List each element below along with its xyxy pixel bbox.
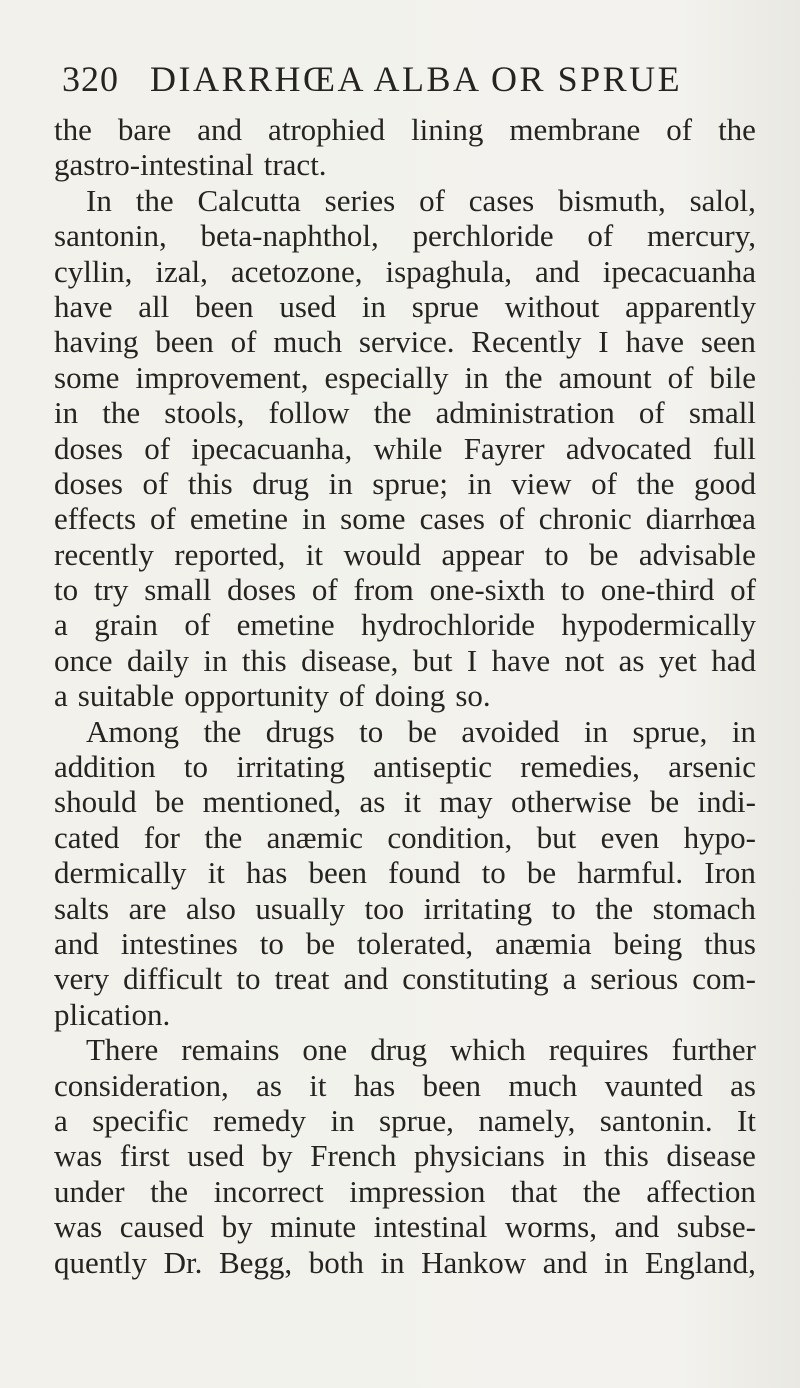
text-word: it [403, 784, 421, 820]
text-line [54, 643, 756, 678]
text-word: the [203, 713, 242, 749]
text-word: requires [548, 1032, 649, 1068]
text-line [54, 360, 756, 395]
text-word: to [551, 890, 576, 926]
text-word: be [526, 855, 557, 891]
text-word: of [150, 501, 176, 537]
page-number: 320 [62, 59, 119, 99]
text-word: membrane [509, 112, 641, 147]
text-word: incorrect [213, 1173, 324, 1209]
text-word: serious [590, 961, 679, 997]
text-word: to [359, 713, 384, 749]
text-line [54, 218, 756, 253]
text-word: in [562, 1138, 587, 1174]
text-word: and [54, 925, 99, 961]
text-word: quently [54, 1244, 147, 1280]
text-word: of [142, 465, 169, 501]
text-word: effects [54, 501, 137, 537]
text-word: first [119, 1138, 170, 1174]
text-word: condition, [387, 819, 513, 855]
running-header [62, 58, 702, 102]
text-word: antiseptic [373, 749, 492, 785]
text-line [54, 254, 756, 289]
text-word: grain [94, 607, 158, 643]
text-word: irritating [423, 890, 533, 926]
text-word: impression [349, 1173, 486, 1209]
text-word: perchloride [412, 218, 554, 254]
text-line [54, 1174, 756, 1209]
text-word: advisable [638, 536, 756, 572]
text-word: been [422, 1067, 482, 1103]
text-word: It [737, 1102, 756, 1138]
text-word: to [481, 855, 506, 891]
text-word: and [535, 253, 580, 289]
text-word: be [649, 784, 680, 820]
text-word: affection [646, 1173, 756, 1209]
text-word: in [380, 1244, 405, 1280]
text-word: the [636, 465, 675, 501]
text-word: have [54, 288, 113, 324]
text-word: remedy [213, 1102, 306, 1138]
text-word: constituting [402, 961, 549, 997]
text-word: service. [358, 324, 455, 360]
text-word: anæmic [266, 819, 364, 855]
text-word: izal, [155, 253, 208, 289]
text-word: of [230, 324, 257, 360]
text-word: be [305, 925, 336, 961]
body-text [54, 112, 756, 1280]
text-word: it [309, 1067, 327, 1103]
text-word: advocated [565, 430, 692, 466]
text-line [54, 289, 756, 324]
text-word: stomach [652, 890, 756, 926]
text-line [54, 501, 756, 536]
text-word: this [604, 1138, 649, 1174]
text-word: of [587, 218, 614, 254]
text-word: There [86, 1032, 159, 1068]
text-word: from [353, 572, 414, 608]
text-word: one-sixth [429, 572, 545, 608]
text-word: hypodermically [561, 607, 756, 643]
text-word: being [613, 925, 683, 961]
text-word: bismuth, [558, 182, 666, 218]
text-word: used [279, 288, 337, 324]
text-word: was [54, 1209, 103, 1245]
text-word: beta-naphthol, [200, 218, 379, 254]
text-word: as [359, 784, 386, 820]
text-word: ispaghula, [385, 253, 513, 289]
text-line [54, 572, 756, 607]
text-word: small [688, 395, 756, 431]
text-word: found [388, 855, 461, 891]
text-word: without [504, 288, 600, 324]
text-word: to [183, 749, 209, 785]
text-word: doses [54, 465, 123, 501]
text-word: intestinal [373, 1209, 488, 1245]
text-word: of [498, 501, 525, 537]
text-word: good [693, 465, 756, 501]
text-word: hypo- [683, 819, 756, 855]
text-word: by [221, 1209, 253, 1245]
text-word: emetine [236, 607, 335, 643]
text-word: had [711, 642, 756, 678]
text-word: bile [709, 359, 756, 395]
text-word: diarrhœa [645, 501, 756, 537]
text-word: a [54, 678, 68, 714]
text-word: have [625, 324, 684, 360]
text-word: dermically [54, 855, 187, 891]
text-word: used [187, 1138, 245, 1174]
text-word: doing [374, 678, 446, 714]
text-word: some [54, 359, 120, 395]
text-word: emetine [189, 501, 288, 537]
text-word: salol, [689, 182, 756, 218]
text-word: in [328, 465, 353, 501]
text-word: this [241, 642, 287, 678]
text-word: of [730, 572, 756, 608]
text-word: in [464, 359, 489, 395]
text-word: much [508, 1067, 578, 1103]
text-word: in [330, 1102, 355, 1138]
text-word: ipecacuanha [602, 253, 756, 289]
text-word: view [511, 465, 572, 501]
text-word: sprue; [372, 465, 449, 501]
text-word: been [195, 288, 254, 324]
text-word: and [197, 112, 242, 147]
text-word: ipecacuanha, [191, 430, 353, 466]
text-word: that [510, 1173, 558, 1209]
text-word: England, [644, 1244, 756, 1280]
text-word: has [353, 1067, 396, 1103]
text-line [54, 147, 756, 182]
text-word: all [138, 288, 170, 324]
text-word: be [589, 536, 619, 572]
text-word: doses [54, 430, 123, 466]
text-word: of [591, 465, 617, 501]
text-word: of [638, 395, 665, 431]
text-line [54, 1032, 756, 1067]
text-word: been [155, 324, 214, 360]
text-word: cated [54, 819, 120, 855]
text-word: one [302, 1032, 348, 1068]
text-word: addition [54, 749, 156, 785]
text-word: should [54, 784, 137, 820]
text-word: Dr. [163, 1244, 203, 1280]
text-word: but [412, 642, 453, 678]
text-word: be [407, 713, 437, 749]
text-line [54, 820, 756, 855]
text-word: atrophied [267, 112, 386, 147]
text-line [54, 749, 756, 784]
text-word: in [731, 713, 756, 749]
text-word: both [308, 1244, 364, 1280]
text-word: physicians [413, 1138, 545, 1174]
text-word: Recently [471, 324, 582, 360]
text-word: to [560, 572, 585, 608]
text-word: the [204, 819, 243, 855]
text-word: thus [704, 925, 756, 961]
text-word: are [128, 890, 167, 926]
text-word: disease [666, 1138, 756, 1174]
text-word: avoided [461, 713, 560, 749]
text-word: santonin, [54, 218, 167, 254]
text-word: arsenic [668, 749, 756, 785]
text-word: of [419, 182, 445, 218]
text-word: reported, [174, 536, 286, 572]
text-word: try [93, 572, 129, 608]
text-line [54, 1245, 756, 1280]
text-word: the [504, 359, 543, 395]
text-word: I [598, 324, 609, 360]
text-word: of [144, 430, 171, 466]
text-word: the [373, 395, 412, 431]
text-word: specific [92, 1102, 189, 1138]
text-word: mentioned, [202, 784, 342, 820]
text-word: and [542, 1244, 588, 1280]
text-word: sprue, [632, 713, 708, 749]
text-word: of [338, 678, 365, 714]
text-line [54, 324, 756, 359]
text-word: Hankow [421, 1244, 527, 1280]
text-word: to [259, 925, 284, 961]
text-line [54, 431, 756, 466]
text-word: worms, [504, 1209, 597, 1245]
text-word: series [324, 182, 396, 218]
text-word: as [256, 1067, 282, 1103]
text-word: and [614, 1209, 660, 1245]
text-word: suitable [77, 678, 175, 714]
text-word: Begg, [218, 1244, 293, 1280]
text-word: as [618, 642, 645, 678]
text-word: it [305, 536, 324, 572]
text-word: yet [658, 642, 697, 678]
text-word: stools, [164, 395, 245, 431]
text-word: too [364, 890, 405, 926]
text-word: in [361, 288, 387, 324]
text-word: hydrochloride [361, 607, 535, 643]
text-word: bare [117, 112, 172, 147]
text-word: seen [700, 324, 756, 360]
text-word: usually [255, 890, 345, 926]
text-word: in [467, 465, 492, 501]
text-word: very [54, 961, 110, 997]
text-word: cases [468, 182, 535, 218]
text-word: the [718, 112, 756, 147]
text-word: caused [119, 1209, 205, 1245]
text-line [54, 784, 756, 819]
text-word: chronic [538, 501, 632, 537]
text-line [54, 855, 756, 890]
text-word: opportunity [184, 678, 329, 714]
text-line [54, 961, 756, 996]
text-line [54, 1103, 756, 1138]
text-word: recently [54, 536, 154, 572]
running-title: DIARRHŒA ALBA OR SPRUE [150, 59, 683, 99]
text-word: minute [270, 1209, 357, 1245]
text-word: intestines [120, 925, 238, 961]
text-line [54, 395, 756, 430]
text-word: it [207, 855, 225, 891]
text-word: French [310, 1138, 397, 1174]
text-word: of [667, 359, 694, 395]
text-word: the [54, 112, 92, 147]
text-word: further [671, 1032, 756, 1068]
text-line [54, 112, 756, 147]
text-word: mercury, [646, 218, 756, 254]
text-word: doses [227, 572, 297, 608]
text-word: daily [126, 642, 189, 678]
text-word: disease, [301, 642, 399, 678]
text-word: lining [411, 112, 484, 147]
text-word: and [343, 961, 389, 997]
text-word: gastro-intestinal [54, 147, 254, 183]
text-word: drugs [265, 713, 335, 749]
text-word: a [54, 1102, 68, 1138]
text-line [54, 183, 756, 218]
text-line [54, 537, 756, 572]
text-word: in [583, 713, 609, 749]
text-word: so. [455, 678, 491, 714]
text-word: drug [252, 465, 310, 501]
text-word: tolerated, [356, 925, 474, 961]
text-word: amount [558, 359, 652, 395]
text-word: have [491, 642, 551, 678]
text-word: in [54, 395, 79, 431]
text-word: I [466, 642, 478, 678]
text-word: sprue, [379, 1102, 454, 1138]
text-word: even [600, 819, 660, 855]
text-word: acetozone, [230, 253, 363, 289]
text-line [54, 678, 756, 713]
text-word: to [544, 536, 569, 572]
text-word: by [261, 1138, 293, 1174]
text-word: to [54, 572, 79, 608]
text-word: in [604, 1244, 629, 1280]
text-word: this [187, 465, 233, 501]
text-word: cyllin, [54, 253, 133, 289]
text-line [54, 997, 756, 1032]
text-word: of [184, 607, 211, 643]
text-word: also [185, 890, 236, 926]
text-word: vaunted [604, 1067, 703, 1103]
text-word: difficult [123, 961, 223, 997]
text-word: remains [181, 1032, 280, 1068]
text-word: consideration, [54, 1067, 229, 1103]
text-word: to [236, 961, 261, 997]
text-word: in [302, 501, 327, 537]
text-line [54, 607, 756, 642]
text-word: was [54, 1138, 103, 1174]
text-word: not [564, 642, 605, 678]
text-line [54, 1209, 756, 1244]
text-word: Calcutta [197, 182, 301, 218]
text-word: in [203, 642, 228, 678]
text-word: having [54, 324, 139, 360]
text-word: santonin. [599, 1102, 713, 1138]
text-word: follow [268, 395, 350, 431]
text-word: Among [86, 713, 179, 749]
text-word: as [730, 1067, 756, 1103]
text-word: a [562, 961, 577, 997]
text-word: subse- [676, 1209, 756, 1245]
text-word: has [246, 855, 288, 891]
text-word: may [439, 784, 493, 820]
text-word: been [308, 855, 368, 891]
text-word: the [595, 890, 634, 926]
text-word: irritating [236, 749, 345, 785]
text-line [54, 891, 756, 926]
text-word: com- [692, 961, 756, 997]
text-word: administration [435, 395, 615, 431]
text-word: drug [370, 1032, 428, 1068]
text-word: salts [54, 890, 110, 926]
text-word: the [582, 1173, 621, 1209]
text-word: the [150, 1173, 189, 1209]
text-word: plication. [54, 996, 171, 1032]
text-word: of [311, 572, 338, 608]
text-word: Fayrer [463, 430, 545, 466]
text-word: Iron [704, 855, 756, 891]
text-word: improvement, [135, 359, 309, 395]
text-line [54, 714, 756, 749]
text-word: the [135, 182, 174, 218]
text-word: cases [419, 501, 485, 537]
text-word: full [712, 430, 756, 466]
text-word: be [155, 784, 185, 820]
text-word: indi- [697, 784, 756, 820]
text-word: while [373, 430, 443, 466]
text-word: especially [324, 359, 449, 395]
text-word: but [536, 819, 577, 855]
text-word: appear [441, 536, 525, 572]
text-word: some [340, 501, 406, 537]
text-word: for [143, 819, 180, 855]
text-word: sprue [411, 288, 479, 324]
text-word: anæmia [495, 925, 592, 961]
text-word: a [54, 607, 68, 643]
text-word: otherwise [510, 784, 632, 820]
text-word: would [343, 536, 421, 572]
text-word: one-third [600, 572, 715, 608]
text-word: the [102, 395, 141, 431]
text-line [54, 926, 756, 961]
text-line [54, 1068, 756, 1103]
text-word: which [450, 1032, 526, 1068]
text-line [54, 466, 756, 501]
text-word: In [86, 182, 112, 218]
text-word: of [666, 112, 693, 147]
text-word: small [144, 572, 212, 608]
text-word: tract. [263, 147, 327, 183]
text-word: much [273, 324, 343, 360]
text-word: under [54, 1173, 125, 1209]
text-word: once [54, 642, 113, 678]
text-word: treat [274, 961, 330, 997]
text-word: remedies, [520, 749, 640, 785]
text-word: namely, [478, 1102, 576, 1138]
text-word: harmful. [577, 855, 684, 891]
text-line [54, 1138, 756, 1173]
text-word: apparently [625, 288, 756, 324]
